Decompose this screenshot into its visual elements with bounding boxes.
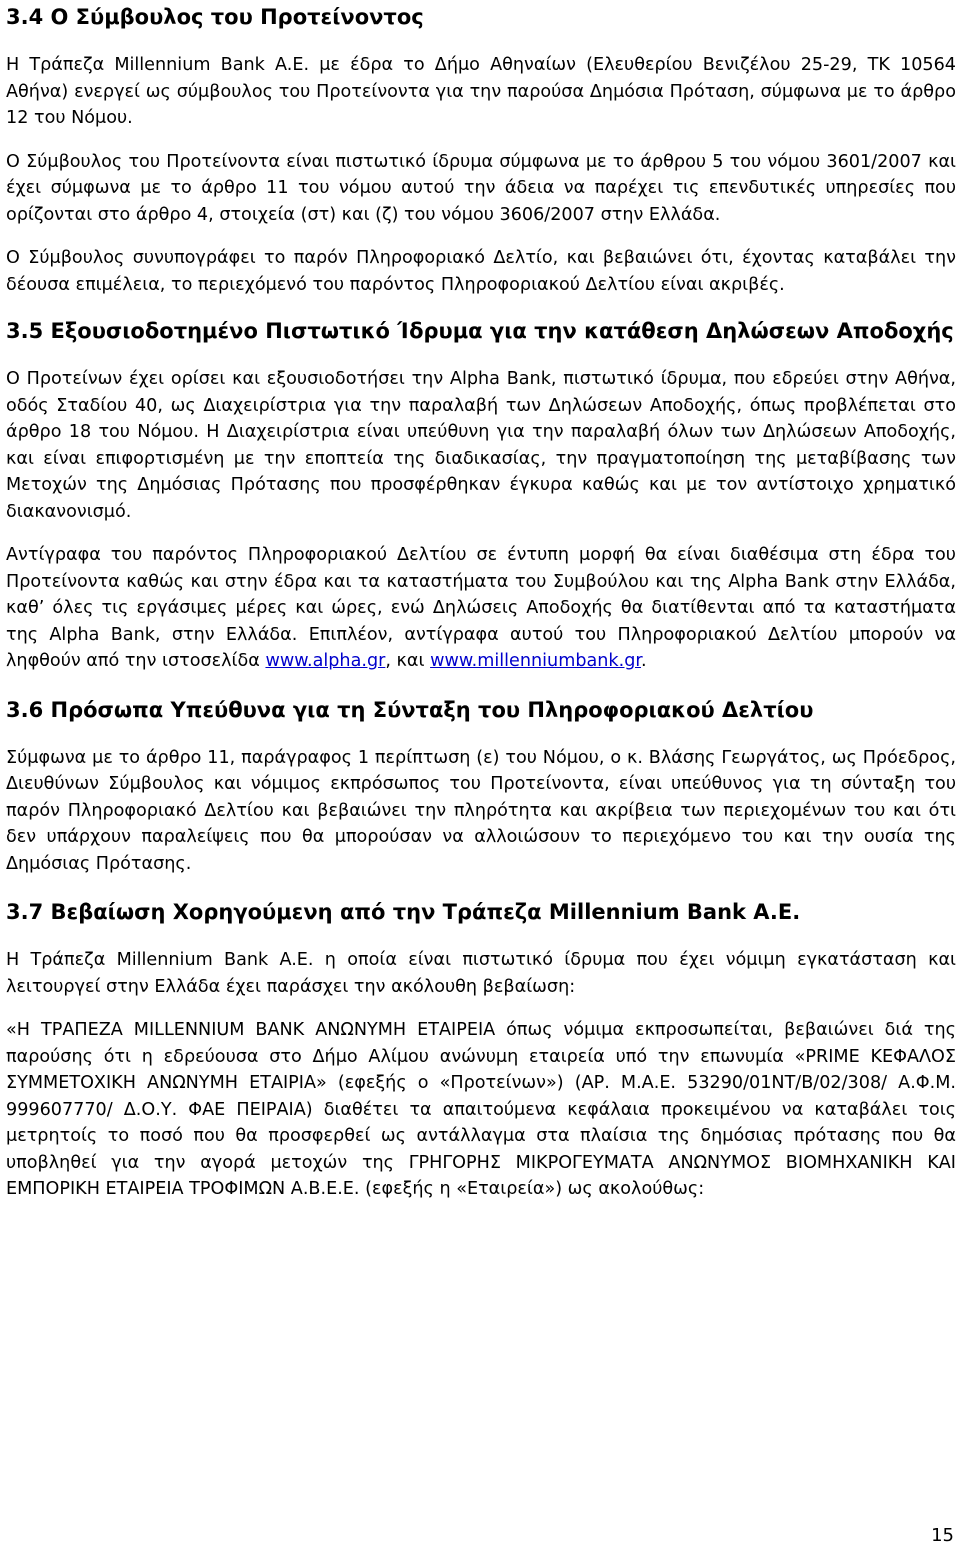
section-3-6-heading: 3.6 Πρόσωπα Υπεύθυνα για τη Σύνταξη του Πληροφοριακού Δελτίου <box>6 697 814 722</box>
section-3-7-paragraph-2: «Η ΤΡΑΠΕΖΑ MILLENNIUM BANK ΑΝΩΝΥΜΗ ΕΤΑΙΡΕΙΑ όπως νόμιμα εκπροσωπείται, βεβαιώνει διά της παρούσης ότι η εδρεύουσα στο Δήμο Αλίμου ανώνυμη εταιρεία υπό την επωνυμία «PRIME ΚΕΦΑΛΟΣ ΣΥΜΜΕΤΟΧΙΚΗ ΑΝΩΝΥΜΗ ΕΤΑΙΡΙΑ» (εφεξής ο «Προτείνων») (ΑΡ. Μ.Α.Ε. 53290/01ΝΤ/Β/02/308/ Α.Φ.Μ. 999607770/ Δ.Ο.Υ. ΦΑΕ ΠΕΙΡΑΙΑ) διαθέτει τα απαιτούμενα κεφάλαια προκειμένου να καταβάλει τοις μετρητοίς το ποσό που θα προσφερθεί ως αντάλλαγμα στα πλαίσια της δημόσιας πρότασης που θα υποβληθεί για την αγορά μετοχών της ΓΡΗΓΟΡΗΣ ΜΙΚΡΟΓΕΥΜΑΤΑ ΑΝΩΝΥΜΟΣ ΒΙΟΜΗΧΑΝΙΚΗ ΚΑΙ ΕΜΠΟΡΙΚΗ ΕΤΑΙΡΕΙΑ ΤΡΟΦΙΜΩΝ Α.Β.Ε.Ε. (εφεξής η «Εταιρεία») ως ακολούθως: <box>6 1020 956 1199</box>
alpha-website-link[interactable]: www.alpha.gr <box>265 651 386 671</box>
section-3-4-paragraph-2: Ο Σύμβουλος του Προτείνοντα είναι πιστωτικό ίδρυμα σύμφωνα με το άρθρου 5 του νόμου 3601/2007 και έχει σύμφωνα με το άρθρο 11 του νόμου αυτού την άδεια να παρέχει τις επενδυτικές υπηρεσίες που ορίζονται στο άρθρο 4, στοιχεία (στ) και (ζ) του νόμου 3606/2007 στην Ελλάδα. <box>6 151 956 225</box>
page-number: 15 <box>931 1525 954 1546</box>
section-3-7-heading: 3.7 Βεβαίωση Χορηγούμενη από την Τράπεζα Millennium Bank A.E. <box>6 900 801 924</box>
document-page <box>6 0 956 1203</box>
section-3-5-heading: 3.5 Εξουσιοδοτημένο Πιστωτικό Ίδρυμα για την κατάθεση Δηλώσεων Αποδοχής <box>6 319 954 343</box>
section-3-5-paragraph-2 <box>6 542 956 675</box>
section-3-4-paragraph-3: Ο Σύμβουλος συνυπογράφει το παρόν Πληροφοριακό Δελτίο, και βεβαιώνει ότι, έχοντας καταβάλει την δέουσα επιμέλεια, το περιεχόμενό του παρόντος Πληροφοριακού Δελτίου είναι ακριβές. <box>6 248 956 295</box>
section-3-4-paragraph-1: Η Τράπεζα Millennium Bank A.E. με έδρα το Δήμο Αθηναίων (Ελευθερίου Βενιζέλου 25-29, ΤΚ 10564 Αθήνα) ενεργεί ως σύμβουλος του Προτείνοντα για την παρούσα Δημόσια Πρόταση, σύμφωνα με το άρθρο 12 του Νόμου. <box>6 55 956 128</box>
millennium-website-link[interactable]: www.millenniumbank.gr <box>430 651 641 671</box>
section-3-6-paragraph-1: Σύμφωνα με το άρθρο 11, παράγραφος 1 περίπτωση (ε) του Νόμου, ο κ. Βλάσης Γεωργάτος, ως Πρόεδρος, Διευθύνων Σύμβουλος και νόμιμος εκπρόσωπος του Προτείνοντα, είναι υπεύθυνος για τη σύνταξη του παρόν Πληροφοριακό Δελτίου και βεβαιώνει την πληρότητα και ακρίβεια των περιεχομένων του και ότι δεν υπάρχουν παραλείψεις που θα μπορούσαν να αλλοιώσουν το περιεχόμενο του και την ουσία της Δημόσιας Πρότασης. <box>6 747 956 874</box>
section-3-4-heading: 3.4 Ο Σύμβουλος του Προτείνοντος <box>6 5 424 29</box>
section-3-5-paragraph-1: Ο Προτείνων έχει ορίσει και εξουσιοδοτήσει την Alpha Bank, πιστωτικό ίδρυμα, που εδρεύει στην Αθήνα, οδός Σταδίου 40, ως Διαχειρίστρια για την παραλαβή των Δηλώσεων Αποδοχής, όπως προβλέπεται στο άρθρο 18 του Νόμου. Η Διαχειρίστρια είναι υπεύθυνη για την παραλαβή όλων των Δηλώσεων Αποδοχής, και είναι επιφορτισμένη με την εποπτεία της διαδικασίας, την πραγματοποίηση της μεταβίβασης των Μετοχών της Δημόσιας Πρότασης που προσφέρθηκαν έγκυρα καθώς και με τον αντίστοιχο χρηματικό διακανονισμό. <box>6 369 956 522</box>
section-3-5-paragraph-2-text: Αντίγραφα του παρόντος Πληροφοριακού Δελτίου σε έντυπη μορφή θα είναι διαθέσιμα στη έδρα του Προτείνοντα καθώς και στην έδρα και τα καταστήματα του Συμβούλου και της Alpha Bank στην Ελλάδα, καθ’ όλες τις εργάσιμες μέρες και ώρες, ενώ Δηλώσεις Αποδοχής θα διατίθενται από τα καταστήματα της Alpha Bank, στην Ελλάδα. Επιπλέον, αντίγραφα αυτού του Πληροφοριακού Δελτίου μπορούν να ληφθούν από την ιστοσελίδα <box>6 545 956 671</box>
link-separator: , και <box>385 651 425 671</box>
section-3-7-paragraph-1: Η Τράπεζα Millennium Bank A.E. η οποία είναι πιστωτικό ίδρυμα που έχει νόμιμη εγκατάσταση και λειτουργεί στην Ελλάδα έχει παράσχει την ακόλουθη βεβαίωση: <box>6 950 956 997</box>
paragraph-end: . <box>641 651 647 671</box>
